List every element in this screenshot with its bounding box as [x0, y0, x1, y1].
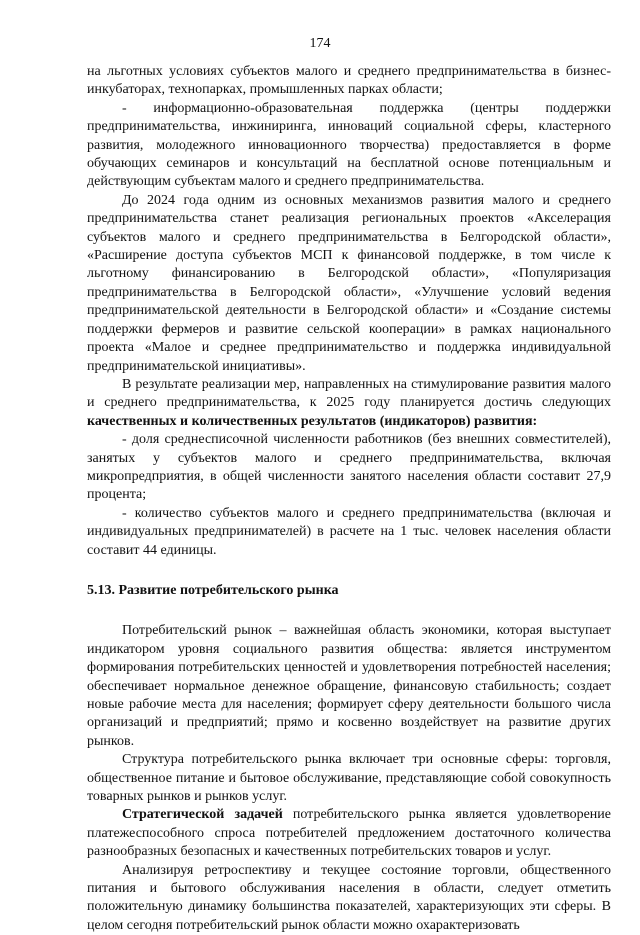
paragraph-4-bold: качественных и количественных результатов (индикаторов): [87, 413, 471, 429]
paragraph-3: До 2024 года одним из основных механизмов развития малого и среднего предпринимательства станет реализация региональных проектов «Акселерация субъектов малого и среднего предпринимательства в Белгородской области», «Расширение доступа субъектов МСП к финансовой поддержке, в том числе к льготному финансированию в Белгородской области», «Популяризация предпринимательства в Белгородской области», «Улучшение условий ведения предпринимательской деятельности в Белгородской области» и «Создание системы поддержки фермеров и развитие сельской кооперации» в рамках национального проекта «Малое и среднее предпринимательство и поддержка индивидуальной предпринимательской инициативы».: [87, 192, 611, 374]
paragraph-9-bold: Стратегической задачей: [122, 807, 283, 823]
paragraph-9-rest: потребительского рынка является удовлетворение платежеспособного спроса потребителей предложением достаточного количества разнообразных безопасных и качественных потребительских товаров и услуг.: [87, 807, 611, 860]
paragraph-4-start: В результате реализации мер, направленных на стимулирование развития малого и среднего предпринимательства, к 2025 году планируется достичь следующих: [87, 376, 611, 411]
paragraph-2: - информационно-образовательная поддержка (центры поддержки предпринимательства, инжиниринга, инноваций социальной сферы, кластерного развития, молодежного инновационного творчества) предоставляется в форме обучающих семинаров и консультаций на бесплатной основе потенциальным и действующим субъектам малого и среднего предпринимательства.: [87, 100, 611, 190]
paragraph-8: Структура потребительского рынка включает три основные сферы: торговля, общественное питание и бытовое обслуживание, представляющие собой совокупность товарных рынков и рынков услуг.: [87, 752, 611, 805]
paragraph-5: - доля среднесписочной численности работников (без внешних совместителей), занятых у субъектов малого и среднего предпринимательства, включая микропредприятия, в общей численности занятого населения области составит 27,9 процента;: [87, 432, 611, 503]
page-content: [87, 63, 611, 935]
paragraph-1: на льготных условиях субъектов малого и среднего предпринимательства в бизнес-инкубаторах, технопарках, промышленных парках области;: [87, 64, 611, 98]
paragraph-4-end: развития:: [470, 413, 538, 429]
paragraph-9: [87, 806, 611, 861]
page-number: 174: [309, 36, 331, 51]
section-heading: 5.13. Развитие потребительского рынка: [87, 582, 339, 598]
paragraph-10: Анализируя ретроспективу и текущее состояние торговли, общественного питания и бытового обслуживания населения в области, следует отметить положительную динамику большинства показателей, характеризующих эти сферы. В целом сегодня потребительский рынок области можно охарактеризовать: [87, 862, 611, 933]
paragraph-4: [87, 376, 611, 431]
paragraph-6: - количество субъектов малого и среднего предпринимательства (включая и индивидуальных предпринимателей) в расчете на 1 тыс. человек населения области составит 44 единицы.: [87, 505, 611, 558]
paragraph-7: Потребительский рынок – важнейшая область экономики, которая выступает индикатором уровня социального развития общества: является инструментом формирования потребительских ценностей и удовлетворения потребностей населения; обеспечивает нормальное денежное обращение, финансовую стабильность; создает новые рабочие места для населения; формирует сферу деятельности большого числа организаций и предприятий; прямо и косвенно воздействует на развитие других рынков.: [87, 623, 611, 749]
